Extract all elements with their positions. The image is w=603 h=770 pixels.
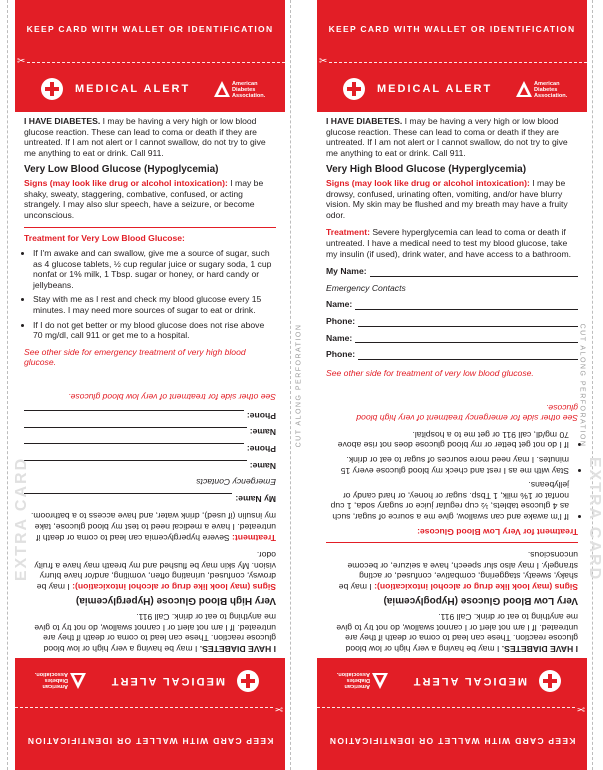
section-title: Very Low Blood Glucose (Hypoglycemia) [383, 594, 578, 606]
medical-alert-title: MEDICAL ALERT [411, 675, 527, 687]
list-item: • If I'm awake and can swallow, give me a source of sugar, such as 4 glucose tablets, ½ cup regular juice or sugary soda, 1 cup nonfat or 1% milk, 1 Tbsp. sugar or honey, or hard candy or jellybeans. [33, 248, 276, 290]
list-item: • If I do not get better or my blood glucose does not rise above 70 mg/dl, call 911 or get me to a hospital. [33, 320, 276, 341]
scissors-icon: ✂ [274, 703, 283, 714]
perforation-line [329, 62, 587, 63]
card-body: I HAVE DIABETES. I may be having a very high or low blood glucose reaction. These can lead to coma or death if they are untreated. If I am not alert or I cannot swallow, do not try to give me anything to eat or drink. Call 911. Very Low Blood Glucose (Hypoglycemia) Signs (may look like drug or alcohol intoxication): I may be shaky, sweaty, staggering, combative, confused, or acting strangely. I may also slur speech, have a seizure, or become unconscious. Treatment for Very Low Blood Glucose: • If I'm awake and can swallow, give me a source of sugar, such as 4 glucose tablets, ½ cup regular juice or sugary soda, 1 cup nonfat or 1% milk, 1 Tbsp. sugar or honey, or hard candy or jellybeans. • Stay with me as I rest and check my blood glucose every 15 minutes. I may need more sources of sugar to eat or drink. • If I do not get better or my blood glucose does not rise above 70 mg/dl, call 911 or get me to a hospital. See other side for emergency treatment of very high blood glucose. [326, 402, 578, 654]
ada-logo-icon [213, 80, 231, 98]
list-item: • Stay with me as I rest and check my blood glucose every 15 minutes. I may need more sources of sugar to eat or drink. [33, 294, 276, 315]
section-title: Very Low Blood Glucose (Hypoglycemia) [24, 164, 219, 176]
medical-cross-icon [41, 78, 63, 100]
cut-along-perforation-label: CUT ALONG PERFORATION [295, 323, 303, 448]
see-other-side-note: See other side for treatment of very low blood glucose. [68, 392, 276, 403]
card-body: I HAVE DIABETES. I may be having a very high or low blood glucose reaction. These can lead to coma or death if they are untreated. If I am not alert or I cannot swallow, do not try to give me anything to eat or drink. Call 911. Very High Blood Glucose (Hyperglycemia) Signs (may look like drug or alcohol intoxication): I may be drowsy, confused, urinating often, vomiting, and/or have blurry vision. My skin may be flushed and my breath may have a fruity odor. Treatment: Severe hyperglycemia can lead to coma or death if untreated. I have a medical need to test my blood glucose, take my insulin (if used), drink water, and have access to a bathroom. My Name: Emergency Contacts Name: Phone: Name: Phone: See other side for treatment of very low blood glucose. [326, 116, 578, 378]
my-name-field[interactable]: My Name: [326, 266, 578, 277]
contact-phone-field[interactable]: Phone: [326, 349, 578, 360]
see-other-side-note: See other side for emergency treatment of very high blood glucose. [356, 402, 578, 424]
contact-phone-field[interactable]: Phone: [326, 316, 578, 327]
perforation-line [317, 707, 575, 708]
scissors-icon: ✂ [17, 56, 26, 67]
card-header [317, 658, 587, 770]
medical-cross-icon [539, 670, 561, 692]
treatment-heading: Treatment for Very Low Blood Glucose: [417, 526, 578, 537]
treatment-heading: Treatment for Very Low Blood Glucose: [24, 233, 185, 244]
left-card-front [15, 0, 285, 385]
contact-name-field[interactable]: Name: [24, 427, 276, 438]
contact-name-field[interactable]: Name: [326, 333, 578, 344]
contact-name-field[interactable]: Name: [326, 299, 578, 310]
right-card [317, 0, 587, 770]
keep-card-text: KEEP CARD WITH WALLET OR IDENTIFICATION [328, 736, 576, 746]
ada-logo-text: American Diabetes Association. [232, 81, 266, 99]
contact-phone-field[interactable]: Phone: [24, 410, 276, 421]
perforation-line [290, 0, 291, 770]
keep-card-text: KEEP CARD WITH WALLET OR IDENTIFICATION [26, 24, 274, 34]
card-header [317, 0, 587, 112]
medical-alert-title: MEDICAL ALERT [109, 675, 225, 687]
medical-cross-icon [343, 78, 365, 100]
contact-phone-field[interactable]: Phone: [24, 444, 276, 455]
medical-alert-title: MEDICAL ALERT [75, 83, 191, 95]
divider [24, 227, 276, 228]
section-title: Very High Blood Glucose (Hyperglycemia) [75, 594, 276, 606]
see-other-side-note: See other side for treatment of very low blood glucose. [326, 367, 534, 378]
cut-along-perforation-label: CUT ALONG PERFORATION [578, 323, 586, 448]
perforation-line [15, 707, 273, 708]
list-item: • If I'm awake and can swallow, give me a source of sugar, such as 4 glucose tablets, ½ cup regular juice or sugary soda, 1 cup nonfat or 1% milk, 1 Tbsp. sugar or honey, or hard candy or jellybeans. [326, 480, 569, 522]
treatment-list [326, 429, 578, 522]
ada-logo-icon [371, 672, 389, 690]
list-item: • Stay with me as I rest and check my blood glucose every 15 minutes. I may need more sources of sugar to eat or drink. [326, 455, 569, 476]
right-card-front [317, 0, 587, 385]
divider [326, 542, 578, 543]
list-item: • If I do not get better or my blood glucose does not rise above 70 mg/dl, call 911 or get me to a hospital. [326, 429, 569, 450]
scissors-icon: ✂ [319, 56, 328, 67]
card-body: I HAVE DIABETES. I may be having a very high or low blood glucose reaction. These can lead to coma or death if they are untreated. If I am not alert or I cannot swallow, do not try to give me anything to eat or drink. Call 911. Very High Blood Glucose (Hyperglycemia) Signs (may look like drug or alcohol intoxication): I may be drowsy, confused, urinating often, vomiting, and/or have blurry vision. My skin may be flushed and my breath may have a fruity odor. Treatment: Severe hyperglycemia can lead to coma or death if untreated. I have a medical need to test my blood glucose, take my insulin (if used), drink water, and have access to a bathroom. My Name: Emergency Contacts Name: Phone: Name: Phone: See other side for treatment of very low blood glucose. [24, 392, 276, 654]
extra-card-label: EXTRA CARD [13, 456, 31, 582]
keep-card-text: KEEP CARD WITH WALLET OR IDENTIFICATION [26, 736, 274, 746]
medical-alert-title: MEDICAL ALERT [377, 83, 493, 95]
left-card [15, 0, 285, 770]
right-card-back [317, 385, 587, 770]
treatment-list [24, 248, 276, 341]
keep-card-text: KEEP CARD WITH WALLET OR IDENTIFICATION [328, 24, 576, 34]
see-other-side-note: See other side for emergency treatment of very high blood glucose. [24, 346, 246, 368]
perforation-line [27, 62, 285, 63]
ada-logo-text: American Diabetes Association. [336, 671, 370, 689]
ada-logo-icon [515, 80, 533, 98]
scissors-icon: ✂ [576, 703, 585, 714]
perforation-line [7, 0, 8, 770]
section-title: Very High Blood Glucose (Hyperglycemia) [326, 164, 527, 176]
card-header [15, 658, 285, 770]
ada-logo-icon [69, 672, 87, 690]
my-name-field[interactable]: My Name: [24, 493, 276, 504]
emergency-contacts-heading: Emergency Contacts [196, 477, 276, 488]
card-header [15, 0, 285, 112]
emergency-contacts-heading: Emergency Contacts [326, 282, 406, 293]
ada-logo-text: American Diabetes Association. [34, 671, 68, 689]
contact-name-field[interactable]: Name: [24, 460, 276, 471]
medical-cross-icon [237, 670, 259, 692]
card-body: I HAVE DIABETES. I may be having a very high or low blood glucose reaction. These can lead to coma or death if they are untreated. If I am not alert or I cannot swallow, do not try to give me anything to eat or drink. Call 911. Very Low Blood Glucose (Hypoglycemia) Signs (may look like drug or alcohol intoxication): I may be shaky, sweaty, staggering, combative, confused, or acting strangely. I may also slur speech, have a seizure, or become unconscious. Treatment for Very Low Blood Glucose: • If I'm awake and can swallow, give me a source of sugar, such as 4 glucose tablets, ½ cup regular juice or sugary soda, 1 cup nonfat or 1% milk, 1 Tbsp. sugar or honey, or hard candy or jellybeans. • Stay with me as I rest and check my blood glucose every 15 minutes. I may need more sources of sugar to eat or drink. • If I do not get better or my blood glucose does not rise above 70 mg/dl, call 911 or get me to a hospital. See other side for emergency treatment of very high blood glucose. [24, 116, 276, 368]
extra-card-label: EXTRA CARD [586, 456, 603, 582]
left-card-back [15, 385, 285, 770]
perforation-line [592, 0, 593, 770]
ada-logo-text: American Diabetes Association. [534, 81, 568, 99]
